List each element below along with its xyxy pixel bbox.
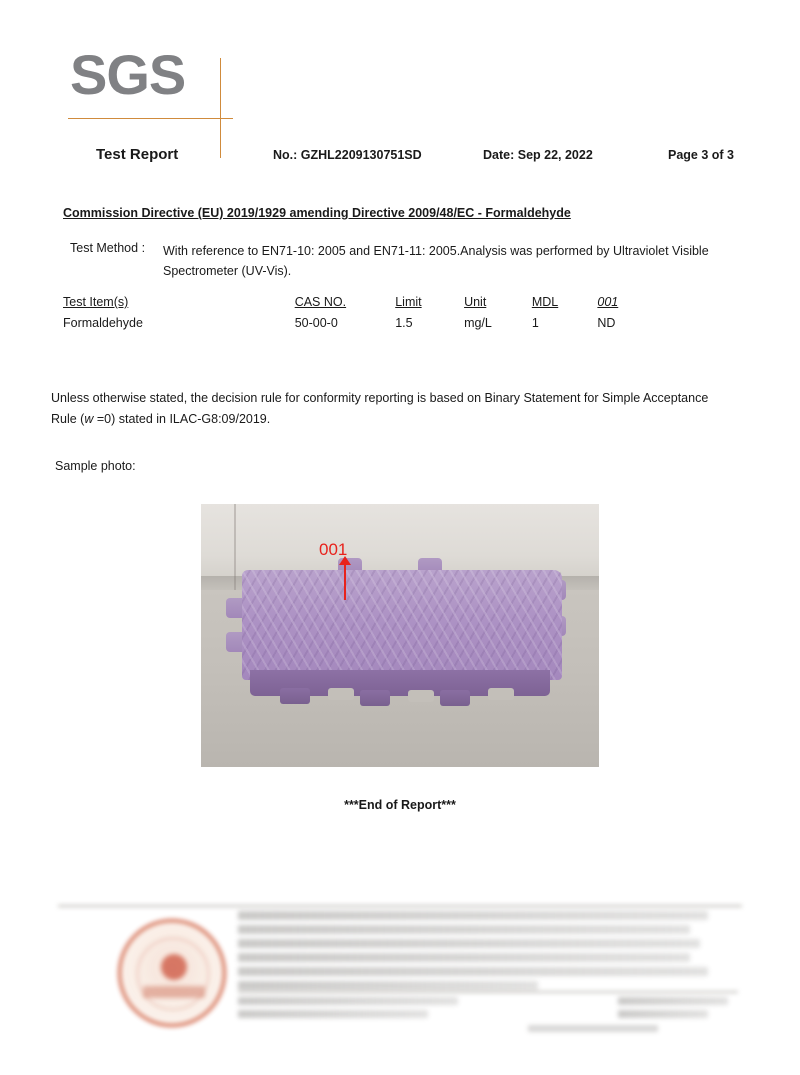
mat-front-tab-2	[360, 690, 390, 706]
column-header-mdl: MDL	[531, 295, 559, 309]
cell-mdl: 1	[531, 316, 539, 330]
column-header-limit: Limit	[395, 295, 422, 309]
section-heading: Commission Directive (EU) 2019/1929 amending Directive 2009/48/EC - Formaldehyde	[63, 206, 571, 220]
cell-unit: mg/L	[464, 316, 492, 330]
footer-text-lines	[238, 911, 738, 995]
company-stamp-icon	[118, 919, 226, 1027]
report-number: No.: GZHL2209130751SD	[273, 148, 422, 162]
stamp-base-bar	[143, 986, 205, 998]
footer-divider	[58, 905, 742, 907]
stamp-emblem-icon	[161, 954, 187, 980]
footer-address-block	[238, 997, 468, 1023]
decision-rule-part1: Unless otherwise stated, the decision rule for conformity reporting is based on Binary Statement for Simple Acceptance Rule (	[51, 391, 709, 426]
footer-text-line	[238, 911, 708, 920]
cell-cas-no: 50-00-0	[294, 316, 338, 330]
footer-address-line	[238, 1010, 428, 1018]
footer-contact-block	[618, 997, 738, 1023]
test-method-text: With reference to EN71-10: 2005 and EN71-11: 2005.Analysis was performed by Ultraviolet Visible Spectrometer (UV-Vis).	[163, 244, 709, 278]
decision-rule-symbol: w	[84, 412, 94, 426]
end-of-report-text: ***End of Report***	[344, 798, 456, 812]
table-row	[63, 316, 663, 337]
logo-vertical-rule	[220, 58, 221, 158]
mat-front-notch-2	[408, 690, 434, 702]
table-header-row	[63, 295, 663, 316]
sgs-logo	[68, 44, 233, 122]
footer-disclaimer-block	[58, 905, 742, 1035]
footer-divider-secondary	[238, 991, 738, 993]
cell-test-item: Formaldehyde	[63, 316, 143, 330]
sample-photo-label: Sample photo:	[55, 459, 136, 473]
footer-text-line	[238, 953, 690, 962]
page-number: Page 3 of 3	[668, 148, 734, 162]
decision-rule-paragraph	[51, 388, 711, 430]
footer-text-line	[238, 981, 538, 990]
results-table	[63, 295, 663, 337]
cell-result-001: ND	[597, 316, 616, 330]
annotation-arrow-shaft-icon	[344, 560, 346, 600]
decision-rule-part2: =0) stated in ILAC-G8:09/2019.	[93, 412, 271, 426]
footer-text-line	[238, 967, 708, 976]
footer-address-line	[238, 997, 458, 1005]
footer-member-line	[528, 1025, 658, 1032]
page-title: Test Report	[96, 146, 179, 163]
mat-front-tab-1	[280, 688, 310, 704]
report-header-row	[68, 146, 748, 168]
footer-text-line	[238, 939, 700, 948]
footer-text-line	[238, 925, 690, 934]
cell-limit: 1.5	[395, 316, 413, 330]
mat-front-notch-1	[328, 688, 354, 700]
mat-front-tab-3	[440, 690, 470, 706]
logo-horizontal-rule	[68, 118, 233, 119]
mat-surface-texture	[242, 570, 562, 680]
column-header-cas-no: CAS NO.	[294, 295, 347, 309]
sgs-logo-text: SGS	[70, 43, 186, 106]
column-header-sample-001: 001	[597, 295, 619, 309]
footer-contact-line	[618, 997, 728, 1005]
sample-annotation-label: 001	[319, 540, 348, 559]
mat-front-notch-3	[488, 688, 514, 700]
footer-contact-line	[618, 1010, 708, 1018]
test-method-label: Test Method :	[70, 241, 146, 255]
column-header-unit: Unit	[464, 295, 487, 309]
foam-mat-object	[242, 570, 562, 706]
report-date: Date: Sep 22, 2022	[483, 148, 593, 162]
sample-photo	[201, 504, 599, 767]
column-header-test-item: Test Item(s)	[63, 295, 129, 309]
